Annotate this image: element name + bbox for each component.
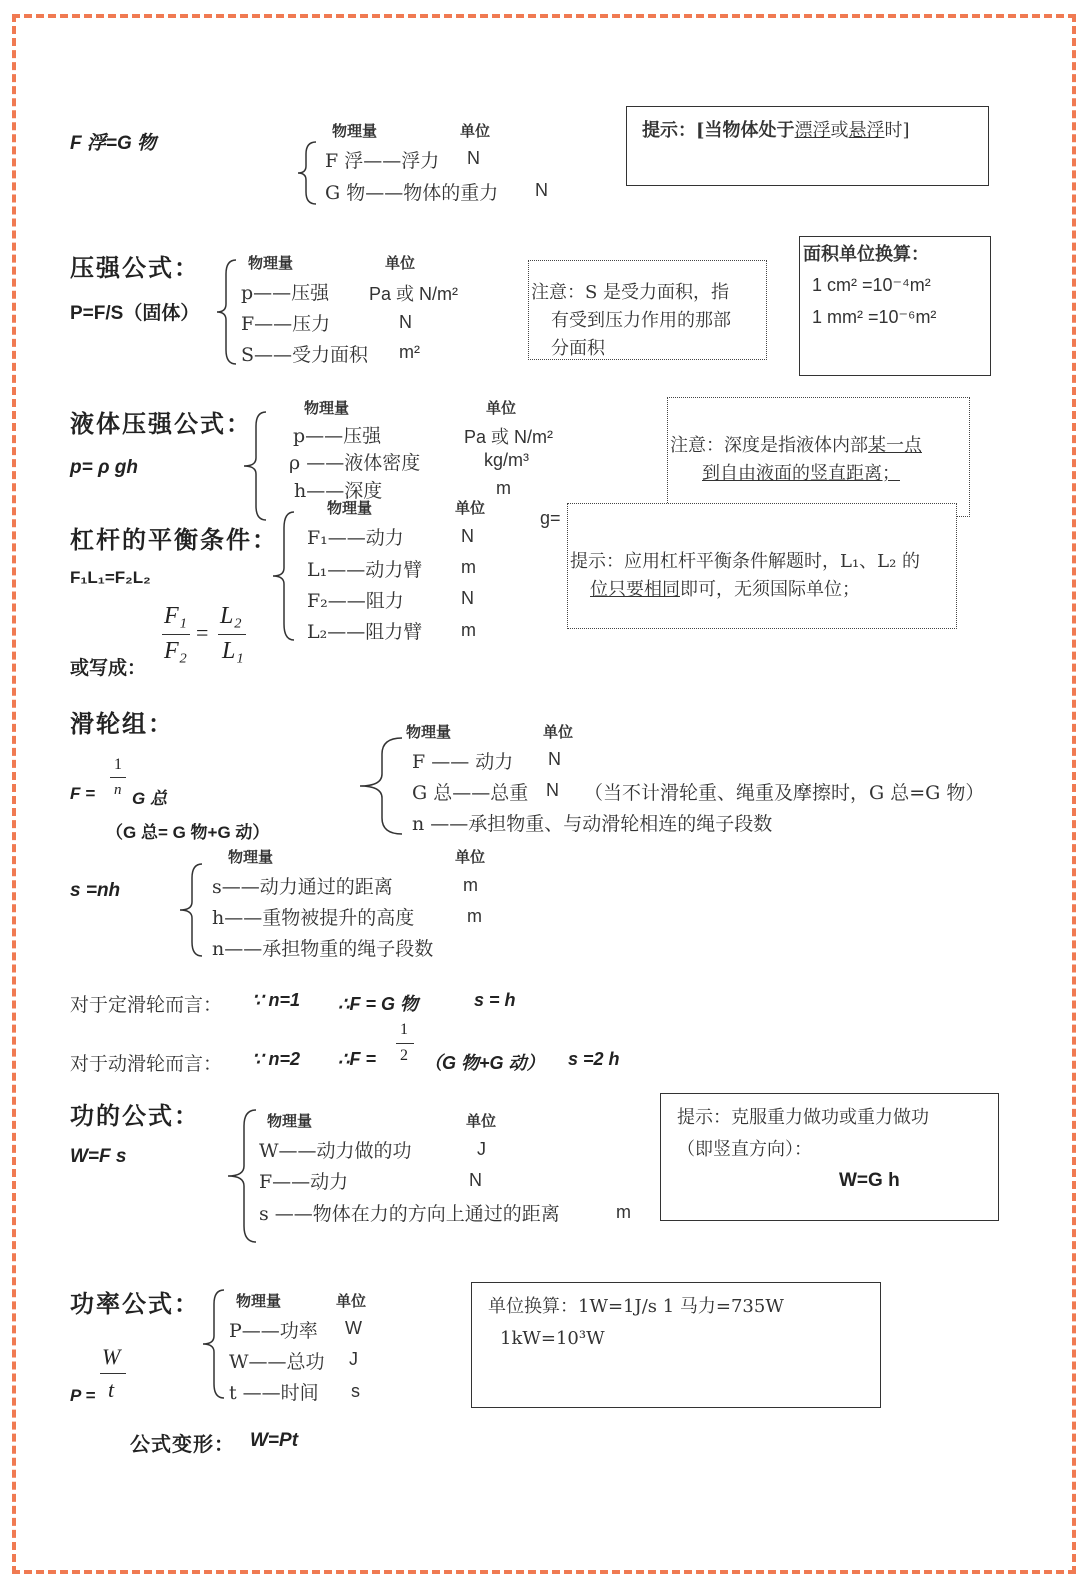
buoyancy-tip-box bbox=[626, 106, 989, 186]
pulley-s-row-2-unit: m bbox=[467, 906, 482, 926]
power-col-qty: 物理量 bbox=[236, 1292, 282, 1310]
lever-frac-l2: L₂ bbox=[220, 603, 242, 629]
pulley-g-total-formula: （G 总= G 物+G 动） bbox=[106, 823, 270, 842]
liquid-note-line-1 bbox=[670, 432, 922, 460]
pulley-f-denominator: n bbox=[114, 782, 122, 798]
pressure-note-line-3: 分面积 bbox=[551, 338, 605, 359]
lever-row-4-unit: m bbox=[461, 620, 476, 640]
liquid-row-2-unit: kg/m³ bbox=[484, 450, 529, 470]
buoyancy-row-1: F 浮——浮力 bbox=[325, 150, 440, 172]
lever-tip-line-1: 提示：应用杠杆平衡条件解题时，L₁、L₂ 的 bbox=[570, 551, 921, 572]
work-col-unit: 单位 bbox=[466, 1112, 497, 1130]
power-unit-box bbox=[471, 1282, 881, 1408]
lever-formula: F₁L₁=F₂L₂ bbox=[70, 568, 151, 587]
work-tip-box bbox=[660, 1093, 999, 1221]
pulley-f-g-total: G 总 bbox=[132, 789, 167, 808]
area-conversion-line-1: 1 cm² =10⁻⁴m² bbox=[812, 275, 931, 295]
power-p-numerator: W bbox=[102, 1344, 121, 1369]
work-row-2: F——动力 bbox=[259, 1171, 349, 1193]
pulley-col-qty: 物理量 bbox=[406, 723, 452, 741]
pulley-s-row-1: s——动力通过的距离 bbox=[212, 876, 393, 898]
pulley-row-2-unit: N bbox=[546, 780, 559, 800]
movable-pulley-denominator: 2 bbox=[400, 1047, 408, 1064]
lever-or-written: 或写成： bbox=[70, 657, 147, 679]
power-row-2: W——总功 bbox=[229, 1351, 325, 1373]
liquid-row-3: h——深度 bbox=[294, 480, 383, 502]
pressure-note-box bbox=[528, 260, 767, 360]
power-row-2-unit: J bbox=[349, 1349, 358, 1369]
fixed-pulley-f: ∴F = G 物 bbox=[338, 994, 418, 1014]
pulley-f-label: F = bbox=[70, 784, 96, 803]
pulley-row-2: G 总——总重 bbox=[412, 782, 529, 804]
work-brace bbox=[224, 1108, 260, 1244]
movable-pulley-s: s =2 h bbox=[568, 1049, 620, 1069]
pulley-s-col-qty: 物理量 bbox=[228, 848, 274, 866]
power-title: 功率公式： bbox=[70, 1289, 200, 1318]
pulley-s-col-unit: 单位 bbox=[455, 848, 486, 866]
pulley-row-3: n ——承担物重、与动滑轮相连的绳子段数 bbox=[412, 813, 773, 835]
work-row-3: s ——物体在力的方向上通过的距离 bbox=[259, 1203, 560, 1225]
pulley-col-unit: 单位 bbox=[543, 723, 574, 741]
work-row-2-unit: N bbox=[469, 1170, 482, 1190]
buoyancy-brace bbox=[296, 140, 320, 206]
lever-row-1: F₁——动力 bbox=[307, 527, 404, 549]
power-p-bar bbox=[100, 1373, 126, 1374]
buoyancy-tip-floating: 漂浮 bbox=[794, 120, 831, 141]
fixed-pulley-s: s = h bbox=[474, 990, 516, 1010]
power-transform: W=Pt bbox=[250, 1430, 299, 1451]
work-row-1-unit: J bbox=[477, 1139, 486, 1159]
power-brace bbox=[200, 1288, 228, 1400]
power-transform-label: 公式变形： bbox=[130, 1432, 235, 1456]
pressure-col-qty: 物理量 bbox=[248, 254, 294, 272]
pulley-brace bbox=[356, 736, 406, 836]
lever-tip-box bbox=[567, 503, 957, 629]
liquid-note-point: 某一点 bbox=[868, 435, 922, 456]
liquid-row-1-unit: Pa 或 N/m² bbox=[464, 427, 554, 447]
liquid-col-qty: 物理量 bbox=[304, 399, 350, 417]
liquid-brace bbox=[240, 410, 270, 522]
movable-pulley-label: 对于动滑轮而言： bbox=[70, 1053, 223, 1075]
buoyancy-col-unit: 单位 bbox=[460, 122, 491, 140]
pressure-note-line-2: 有受到压力作用的那部 bbox=[551, 310, 731, 331]
lever-row-2-unit: m bbox=[461, 557, 476, 577]
pulley-s-formula: s =nh bbox=[70, 880, 121, 901]
movable-pulley-f: ∴F = bbox=[338, 1049, 376, 1069]
power-p-denominator: t bbox=[108, 1377, 115, 1402]
movable-pulley-g: （G 物+G 动） bbox=[424, 1053, 545, 1073]
lever-brace bbox=[270, 510, 298, 642]
area-conversion-title: 面积单位换算： bbox=[803, 244, 929, 265]
lever-col-qty: 物理量 bbox=[327, 499, 373, 517]
lever-tip-underline: 位只要相同 bbox=[590, 579, 680, 600]
liquid-note-line-2: 到自由液面的竖直距离； bbox=[702, 463, 900, 484]
pulley-s-brace bbox=[176, 862, 206, 958]
power-unit-line-2: 1kW=10³W bbox=[500, 1328, 605, 1349]
movable-pulley-n: ∵ n=2 bbox=[252, 1049, 300, 1069]
lever-tip-line-2-rest: 即可，无须国际单位； bbox=[680, 579, 860, 600]
area-conversion-box bbox=[799, 236, 991, 376]
lever-frac-bar-right bbox=[218, 634, 246, 635]
liquid-col-unit: 单位 bbox=[486, 399, 517, 417]
lever-row-4: L₂——阻力臂 bbox=[307, 621, 423, 643]
pressure-row-2: F——压力 bbox=[241, 313, 331, 335]
lever-frac-f2: F₂ bbox=[164, 638, 188, 664]
lever-row-3-unit: N bbox=[461, 588, 474, 608]
movable-pulley-numerator: 1 bbox=[400, 1021, 408, 1038]
pulley-row-2-note: （当不计滑轮重、绳重及摩擦时，G 总=G 物） bbox=[584, 782, 985, 804]
buoyancy-tip bbox=[642, 117, 910, 145]
buoyancy-tip-prefix: 提示：[当物体处于 bbox=[642, 120, 795, 141]
pressure-row-3: S——受力面积 bbox=[241, 344, 369, 366]
pressure-row-1: p——压强 bbox=[241, 282, 330, 304]
fixed-pulley-label: 对于定滑轮而言： bbox=[70, 994, 223, 1016]
work-row-1: W——动力做的功 bbox=[259, 1140, 412, 1162]
liquid-row-2: ρ ——液体密度 bbox=[289, 452, 421, 474]
lever-frac-l1: L₁ bbox=[222, 638, 244, 664]
fixed-pulley-n: ∵ n=1 bbox=[252, 990, 300, 1010]
lever-title: 杠杆的平衡条件： bbox=[70, 525, 278, 554]
pulley-s-row-1-unit: m bbox=[463, 875, 478, 895]
lever-frac-equals: = bbox=[196, 620, 209, 645]
buoyancy-row-2-unit: N bbox=[535, 180, 548, 200]
area-conversion-line-2: 1 mm² =10⁻⁶m² bbox=[812, 307, 937, 327]
pressure-col-unit: 单位 bbox=[385, 254, 416, 272]
power-row-3-unit: s bbox=[351, 1381, 360, 1401]
lever-row-3: F₂——阻力 bbox=[307, 590, 404, 612]
liquid-row-3-unit: m bbox=[496, 478, 511, 498]
pressure-row-3-unit: m² bbox=[399, 342, 420, 362]
pressure-brace bbox=[214, 258, 240, 366]
lever-row-1-unit: N bbox=[461, 526, 474, 546]
liquid-title: 液体压强公式： bbox=[70, 409, 252, 438]
lever-tip-line-2 bbox=[590, 576, 860, 604]
buoyancy-formula: F 浮=G 物 bbox=[70, 133, 157, 154]
lever-frac-bar-left bbox=[162, 634, 190, 635]
liquid-formula: p= ρ gh bbox=[70, 457, 138, 478]
liquid-row-1: p——压强 bbox=[293, 425, 382, 447]
pressure-note-line-1: 注意：S 是受力面积，指 bbox=[531, 282, 730, 303]
pressure-row-2-unit: N bbox=[399, 312, 412, 332]
work-tip-line-1: 提示：克服重力做功或重力做功 bbox=[677, 1107, 929, 1128]
work-formula: W=F s bbox=[70, 1146, 127, 1167]
power-p-label: P = bbox=[70, 1386, 96, 1405]
power-row-1-unit: W bbox=[345, 1318, 362, 1338]
work-col-qty: 物理量 bbox=[267, 1112, 313, 1130]
movable-pulley-bar bbox=[396, 1043, 414, 1044]
buoyancy-tip-suspended: 悬浮 bbox=[848, 120, 885, 141]
power-row-3: t ——时间 bbox=[229, 1382, 319, 1404]
lever-row-2: L₁——动力臂 bbox=[307, 559, 423, 581]
pulley-row-1: F —— 动力 bbox=[412, 751, 514, 773]
lever-col-unit: 单位 bbox=[455, 499, 486, 517]
work-tip-line-3: W=G h bbox=[839, 1170, 900, 1191]
pressure-title: 压强公式： bbox=[70, 253, 200, 282]
power-unit-line-1: 单位换算：1W=1J/s 1 马力=735W bbox=[488, 1296, 784, 1317]
liquid-note-box bbox=[667, 397, 970, 517]
work-row-3-unit: m bbox=[616, 1202, 631, 1222]
buoyancy-tip-or: 或 bbox=[830, 120, 849, 141]
pressure-formula: P=F/S（固体） bbox=[70, 303, 200, 324]
pulley-s-row-3: n——承担物重的绳子段数 bbox=[212, 938, 434, 960]
work-title: 功的公式： bbox=[70, 1101, 200, 1130]
pulley-f-numerator: 1 bbox=[114, 756, 122, 773]
power-col-unit: 单位 bbox=[336, 1292, 367, 1310]
liquid-g-partial: g= bbox=[540, 508, 561, 528]
work-tip-line-2: （即竖直方向）： bbox=[677, 1139, 812, 1160]
buoyancy-row-2: G 物——物体的重力 bbox=[325, 182, 499, 204]
pulley-title: 滑轮组： bbox=[70, 709, 174, 738]
buoyancy-tip-suffix: 时] bbox=[884, 120, 910, 141]
liquid-note-line-1-a: 注意：深度是指液体内部 bbox=[670, 435, 868, 456]
buoyancy-row-1-unit: N bbox=[467, 148, 480, 168]
pulley-row-1-unit: N bbox=[548, 749, 561, 769]
pulley-f-bar bbox=[110, 777, 126, 778]
pressure-row-1-unit: Pa 或 N/m² bbox=[369, 284, 459, 304]
pulley-s-row-2: h——重物被提升的高度 bbox=[212, 907, 415, 929]
power-row-1: P——功率 bbox=[229, 1320, 318, 1342]
buoyancy-col-qty: 物理量 bbox=[332, 122, 378, 140]
lever-frac-f1: F₁ bbox=[164, 603, 188, 629]
